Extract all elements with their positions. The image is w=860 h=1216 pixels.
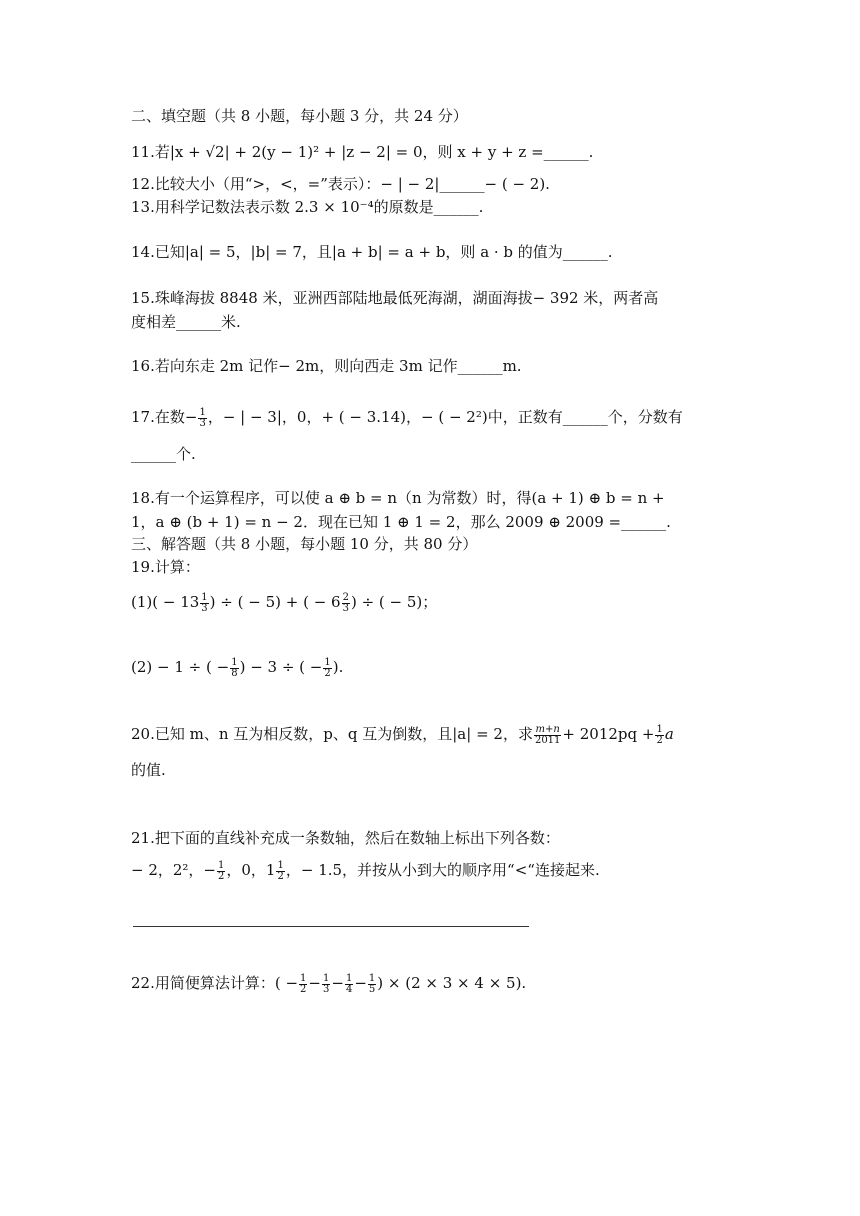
question-19-part-2 (131, 657, 731, 679)
question-20-line-2: 的值. (131, 761, 166, 779)
q17-prefix: 17.在数− (131, 408, 198, 426)
q22-fraction-3 (345, 974, 353, 995)
q19-p2-fraction-1 (230, 658, 238, 679)
fraction-denominator: 2 (324, 667, 331, 679)
fraction-denominator: 3 (323, 983, 330, 995)
q19-p1-segment: ) ÷ ( − 5) + ( − 6 (209, 593, 341, 611)
q17-suffix: ，− | − 3|，0，+ ( − 3.14)，− ( − 2²)中，正数有______个，分数有 (207, 408, 683, 426)
question-15-line-2: 度相差______米. (131, 313, 241, 331)
question-15-line-1: 15.珠峰海拔 8848 米，亚洲西部陆地最低死海湖，湖面海拔− 392 米，两者高 (131, 289, 659, 307)
q22-fraction-4 (368, 974, 376, 995)
q22-minus: − (331, 974, 344, 992)
q19-p1-fraction-2 (342, 593, 350, 614)
question-11: 11.若|x + √2| + 2(y − 1)² + |z − 2| = 0，则 x + y + z =______. (131, 143, 594, 161)
question-17-line-1 (131, 407, 731, 429)
fraction-denominator: 4 (345, 983, 353, 995)
q19-p2-segment: ). (332, 658, 344, 676)
question-18-line-2: 1，a ⊕ (b + 1) = n − 2．现在已知 1 ⊕ 1 = 2，那么 2009 ⊕ 2009 =______. (131, 513, 671, 531)
question-18-line-1: 18.有一个运算程序，可以使 a ⊕ b = n（n 为常数）时，得(a + 1) ⊕ b = n + (131, 489, 665, 507)
q22-minus: − (354, 974, 367, 992)
q19-p2-segment: (2) − 1 ÷ ( − (131, 658, 230, 676)
section-3-heading: 三、解答题（共 8 小题，每小题 10 分，共 80 分） (131, 535, 478, 553)
fraction-numerator: 1 (218, 859, 225, 871)
question-19-title: 19.计算： (131, 558, 200, 576)
q21-fraction-2 (276, 861, 284, 882)
q22-segment: 22.用简便算法计算：( − (131, 974, 299, 992)
fraction-denominator: 2 (277, 870, 284, 882)
q20-segment: 20.已知 m、n 互为相反数，p、q 互为倒数，且|a| = 2，求 (131, 725, 533, 743)
fraction-denominator: 2 (300, 983, 307, 995)
q19-p2-segment: ) − 3 ÷ ( − (239, 658, 323, 676)
q17-fraction (198, 408, 206, 429)
fraction-denominator: 3 (199, 417, 206, 429)
q19-p2-fraction-2 (323, 658, 331, 679)
q19-p1-segment: (1)( − 13 (131, 593, 200, 611)
fraction-numerator: 1 (324, 656, 331, 668)
question-21-line-1: 21.把下面的直线补充成一条数轴，然后在数轴上标出下列各数： (131, 829, 560, 847)
question-20-line-1 (131, 724, 731, 746)
q19-p1-fraction-1 (200, 593, 208, 614)
q22-fraction-2 (322, 974, 330, 995)
fraction-numerator: 1 (277, 859, 284, 871)
fraction-denominator: 2 (656, 734, 663, 746)
q21-segment: ，− 1.5，并按从小到大的顺序用“<“连接起来. (285, 861, 600, 879)
fraction-denominator: 8 (231, 667, 238, 679)
fraction-denominator: 3 (201, 602, 208, 614)
q22-segment: ) × (2 × 3 × 4 × 5). (377, 974, 527, 992)
fraction-numerator: 1 (231, 656, 238, 668)
q21-segment: − 2，2²，− (131, 861, 217, 879)
q20-segment: + 2012pq + (562, 725, 655, 743)
fraction-numerator: 1 (300, 972, 307, 984)
fraction-denominator: 2 (218, 870, 225, 882)
question-21-line-2 (131, 860, 731, 882)
question-14: 14.已知|a| = 5，|b| = 7，且|a + b| = a + b，则 a · b 的值为______. (131, 243, 613, 261)
question-19-part-1 (131, 592, 731, 614)
number-line (133, 926, 529, 927)
fraction-numerator: 1 (323, 972, 330, 984)
fraction-numerator: 1 (199, 406, 206, 418)
fraction-numerator: m+n (535, 723, 560, 735)
q20-fraction-2 (655, 725, 663, 746)
fraction-denominator: 2011 (534, 734, 561, 746)
question-22 (131, 973, 731, 995)
fraction-numerator: 1 (201, 591, 208, 603)
question-13: 13.用科学记数法表示数 2.3 × 10⁻⁴的原数是______. (131, 198, 484, 216)
question-17-line-2: ______个. (131, 445, 196, 463)
fraction-numerator: 1 (345, 972, 353, 984)
q22-fraction-1 (299, 974, 307, 995)
q21-segment: ，0，1 (226, 861, 276, 879)
fraction-numerator: 1 (656, 723, 663, 735)
fraction-numerator: 1 (368, 972, 376, 984)
q22-minus: − (308, 974, 321, 992)
q19-p1-segment: ) ÷ ( − 5)； (350, 593, 438, 611)
fraction-numerator: 2 (342, 591, 349, 603)
q20-fraction-1 (534, 725, 561, 746)
fraction-denominator: 3 (342, 602, 349, 614)
fraction-denominator: 5 (368, 983, 376, 995)
q20-segment: a (664, 725, 674, 743)
question-12: 12.比较大小（用“>，<，=”表示）：− | − 2|______− ( − 2). (131, 175, 550, 193)
q21-fraction-1 (217, 861, 225, 882)
question-16: 16.若向东走 2m 记作− 2m，则向西走 3m 记作______m. (131, 357, 522, 375)
section-2-heading: 二、填空题（共 8 小题，每小题 3 分，共 24 分） (131, 107, 468, 125)
